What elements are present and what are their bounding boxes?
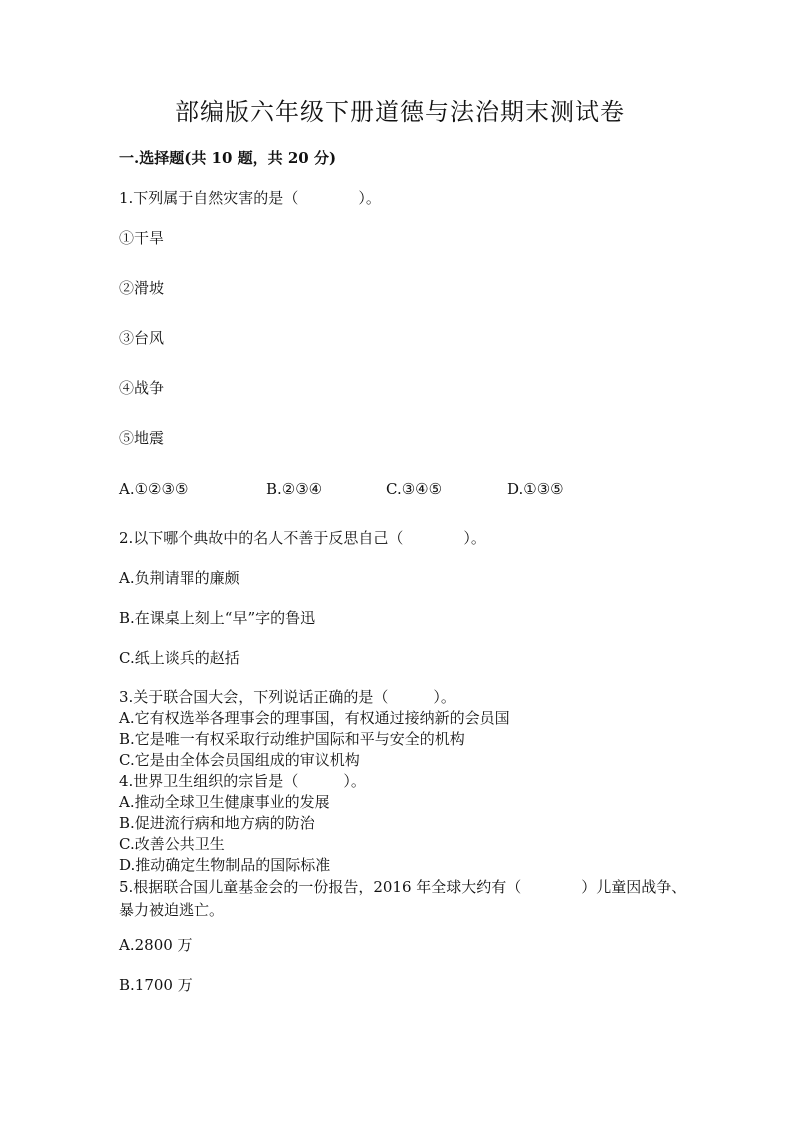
question-4-option-a: A.推动全球卫生健康事业的发展 xyxy=(119,793,330,811)
question-1-item: ②滑坡 xyxy=(119,279,165,297)
question-1-option-d: D.①③⑤ xyxy=(507,480,564,498)
question-4-option-d: D.推动确定生物制品的国际标准 xyxy=(119,856,331,874)
question-1-option-a: A.①②③⑤ xyxy=(119,480,189,498)
question-3-stem: 3.关于联合国大会，下列说话正确的是（ ）。 xyxy=(119,688,456,706)
question-1-item: ④战争 xyxy=(119,379,165,397)
question-2-option-b: B.在课桌上刻上“早”字的鲁迅 xyxy=(119,609,316,627)
question-5-option-a: A.2800 万 xyxy=(119,936,193,954)
question-2-option-c: C.纸上谈兵的赵括 xyxy=(119,649,240,667)
question-1-item: ⑤地震 xyxy=(119,429,165,447)
question-2-option-a: A.负荆请罪的廉颇 xyxy=(119,569,240,587)
question-3-option-b: B.它是唯一有权采取行动维护国际和平与安全的机构 xyxy=(119,730,465,748)
question-5-stem: 5.根据联合国儿童基金会的一份报告，2016 年全球大约有（ ）儿童因战争、暴力被迫逃亡。 xyxy=(119,878,687,919)
section-heading: 一.选择题(共 10 题，共 20 分) xyxy=(119,149,337,167)
question-4-stem: 4.世界卫生组织的宗旨是（ ）。 xyxy=(119,772,366,790)
question-1-item: ①干旱 xyxy=(119,229,165,247)
question-1-option-c: C.③④⑤ xyxy=(386,480,443,498)
question-3-option-c: C.它是由全体会员国组成的审议机构 xyxy=(119,751,360,769)
question-1-item: ③台风 xyxy=(119,329,165,347)
question-1-stem: 1.下列属于自然灾害的是（ ）。 xyxy=(119,189,381,207)
exam-title: 部编版六年级下册道德与法治期末测试卷 xyxy=(175,98,625,126)
question-2-stem: 2.以下哪个典故中的名人不善于反思自己（ ）。 xyxy=(119,529,486,547)
question-4-option-b: B.促进流行病和地方病的防治 xyxy=(119,814,315,832)
question-1-option-b: B.②③④ xyxy=(266,480,323,498)
question-3-option-a: A.它有权选举各理事会的理事国，有权通过接纳新的会员国 xyxy=(119,709,510,727)
question-5-option-b: B.1700 万 xyxy=(119,976,193,994)
question-4-option-c: C.改善公共卫生 xyxy=(119,835,225,853)
questions-3-4-block xyxy=(119,687,510,876)
